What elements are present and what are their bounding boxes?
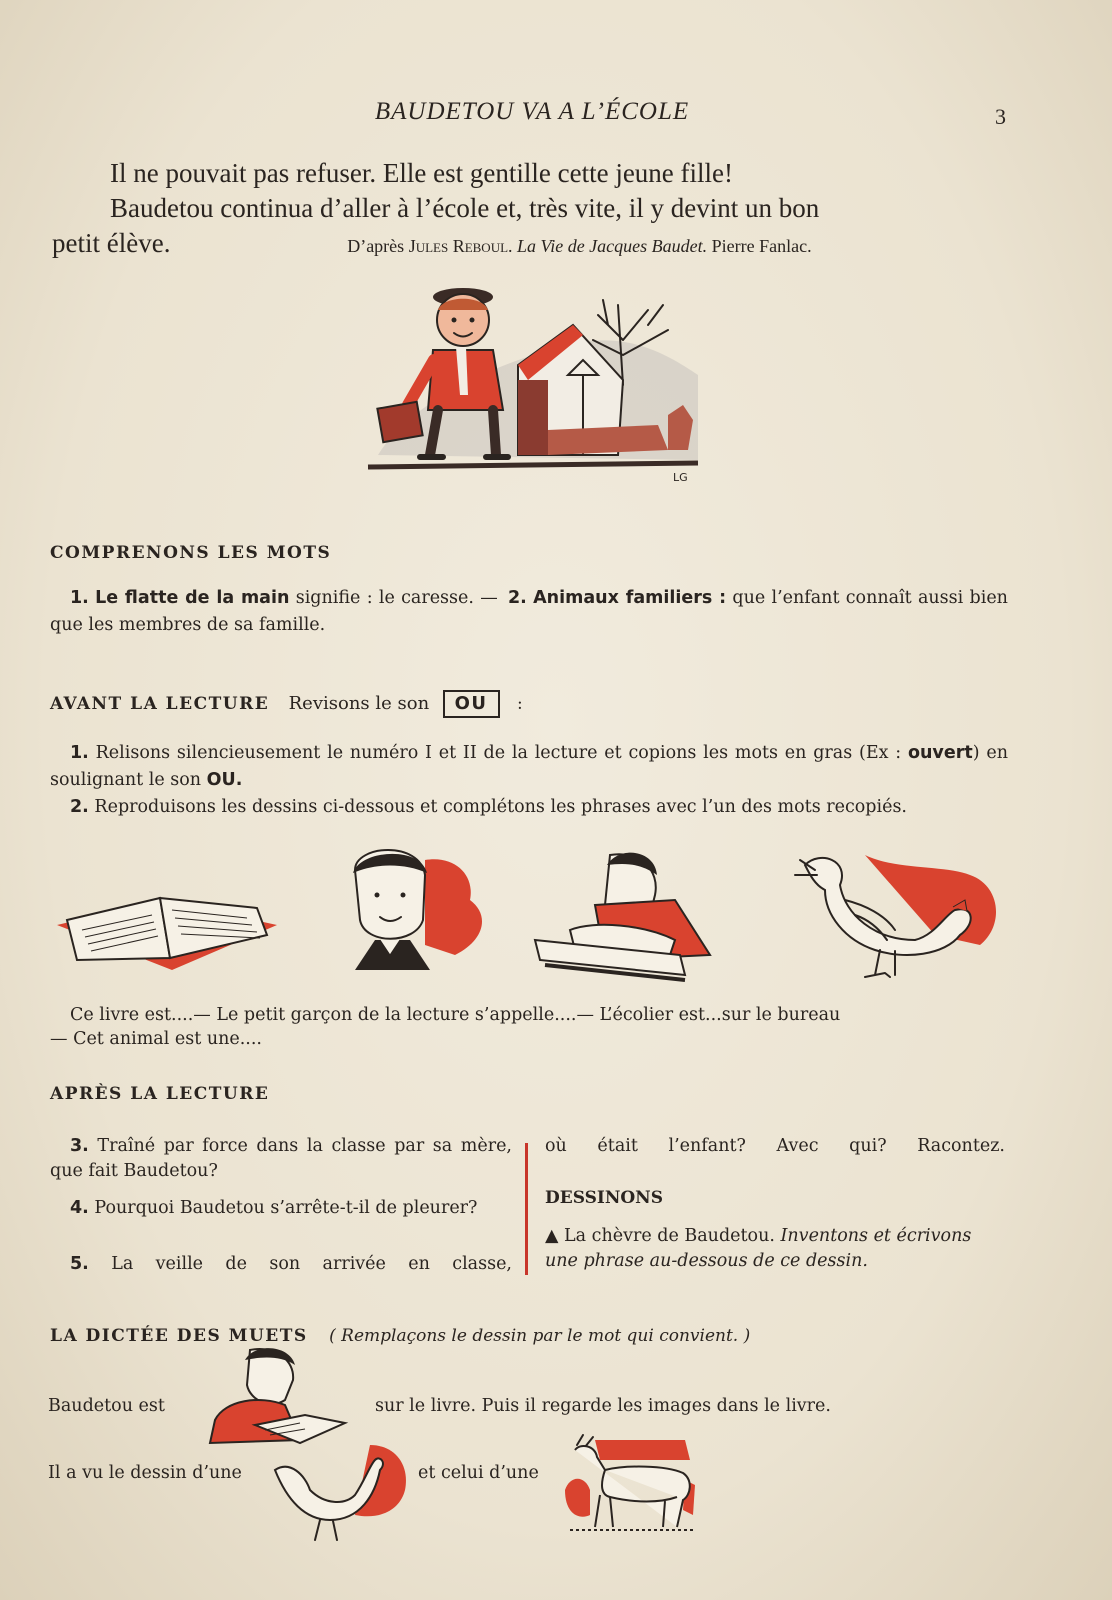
- page-number: 3: [995, 104, 1006, 129]
- avant-item-1-sound: OU.: [206, 770, 243, 790]
- comprenons-def-1: signifie : le caresse. —: [295, 588, 498, 608]
- story-line-3: [52, 226, 1010, 264]
- avant-item-1-text: Relisons silencieusement le numéro I et II de la lecture et copions les mots en gras (Ex :: [95, 743, 902, 763]
- drawing-goat: [565, 1435, 715, 1535]
- comprenons-num-2: 2.: [508, 588, 527, 608]
- dictee-sentence-1-start: Baudetou est: [48, 1396, 165, 1416]
- drawing-captions-line-2: — Cet animal est une....: [50, 1029, 262, 1049]
- story-line-2: Baudetou continua d’aller à l’école et, très vite, il y devint un bon: [110, 193, 820, 223]
- avant-title: AVANT LA LECTURE: [50, 694, 270, 714]
- dessinons-task: La chèvre de Baudetou.: [564, 1226, 775, 1246]
- avant-item-1: [50, 740, 1008, 794]
- comprenons-title: COMPRENONS LES MOTS: [50, 543, 332, 563]
- comprenons-def-2: que l’enfant connaît aussi bien que les membres de sa famille.: [50, 588, 1008, 635]
- avant-heading: [50, 690, 524, 718]
- dessinons-text: [545, 1224, 1005, 1274]
- running-header: BAUDETOU VA A L’ÉCOLE: [374, 98, 690, 125]
- dictee-sentence-2-start: Il a vu le dessin d’une: [48, 1463, 242, 1483]
- avant-num-1: 1.: [70, 743, 89, 763]
- avant-item-1-example: ouvert: [907, 743, 973, 763]
- avant-num-2: 2.: [70, 797, 89, 817]
- dessinons-instruction: Inventons et écrivons une phrase au-dessous de ce dessin.: [545, 1226, 972, 1271]
- drawing-open-book: [52, 880, 282, 975]
- dictee-sentence-1-end: sur le livre. Puis il regarde les images dans le livre.: [375, 1396, 831, 1416]
- comprenons-text: [50, 585, 1008, 639]
- avant-item-1-text-b: ) en soulignant le son: [50, 743, 1008, 790]
- drawing-boy-portrait: [335, 845, 505, 985]
- q5-text-a: La veille de son arrivée en classe,: [111, 1254, 512, 1274]
- q4-text: Pourquoi Baudetou s’arrête-t-il de pleurer?: [94, 1198, 478, 1218]
- credit-work: La Vie de Jacques Baudet.: [517, 236, 708, 256]
- avant-item-2: [50, 794, 1008, 821]
- story-line-1: Il ne pouvait pas refuser. Elle est gentille cette jeune fille!: [110, 158, 734, 188]
- column-divider: [525, 1143, 528, 1275]
- illustration-boy-going-to-school: [368, 285, 718, 485]
- dictee-heading: [50, 1326, 750, 1346]
- credit-publisher: Pierre Fanlac.: [711, 236, 812, 256]
- drawing-hen-small: [275, 1435, 415, 1545]
- credit-prefix: D’après: [347, 236, 405, 256]
- dictee-subtitle: ( Remplaçons le dessin par le mot qui convient. ): [329, 1326, 751, 1346]
- avant-item-2-text: Reproduisons les dessins ci-dessous et complétons les phrases avec l’un des mots recopiés.: [94, 797, 907, 817]
- apres-question-5-continued: où était l’enfant? Avec qui? Racontez.: [545, 1136, 1005, 1156]
- apres-question-5: [50, 1252, 512, 1277]
- dessinons-title: DESSINONS: [545, 1188, 663, 1208]
- avant-intro: Revisons le son: [288, 693, 430, 714]
- apres-question-4: [50, 1196, 512, 1221]
- story-ending: [52, 156, 1010, 264]
- story-line-3-text: petit élève.: [52, 228, 171, 258]
- comprenons-num-1: 1.: [70, 588, 89, 608]
- drawing-captions-line-1: Ce livre est....— Le petit garçon de la lecture s’appelle....— L’écolier est...sur le bureau: [70, 1005, 841, 1025]
- triangle-icon: ▲: [545, 1226, 559, 1246]
- source-credit: [347, 236, 811, 256]
- comprenons-term-2: Animaux familiers :: [533, 588, 727, 608]
- comprenons-term-1: Le flatte de la main: [95, 588, 290, 608]
- sound-box-ou: OU: [443, 690, 500, 718]
- dictee-title: LA DICTÉE DES MUETS: [50, 1326, 308, 1346]
- apres-title: APRÈS LA LECTURE: [50, 1084, 270, 1104]
- dictee-sentence-2-mid: et celui d’une: [418, 1463, 539, 1483]
- q3-num: 3.: [70, 1136, 89, 1156]
- q5-num: 5.: [70, 1254, 89, 1274]
- apres-question-3: [50, 1134, 512, 1184]
- drawing-hen: [795, 845, 1015, 985]
- avant-colon: :: [516, 694, 525, 714]
- illustration-signature: LG: [673, 471, 688, 484]
- q4-num: 4.: [70, 1198, 89, 1218]
- drawing-boy-at-desk: [535, 845, 725, 985]
- credit-author: Jules Reboul.: [408, 236, 513, 256]
- q3-text: Traîné par force dans la classe par sa mère, que fait Baudetou?: [50, 1136, 512, 1181]
